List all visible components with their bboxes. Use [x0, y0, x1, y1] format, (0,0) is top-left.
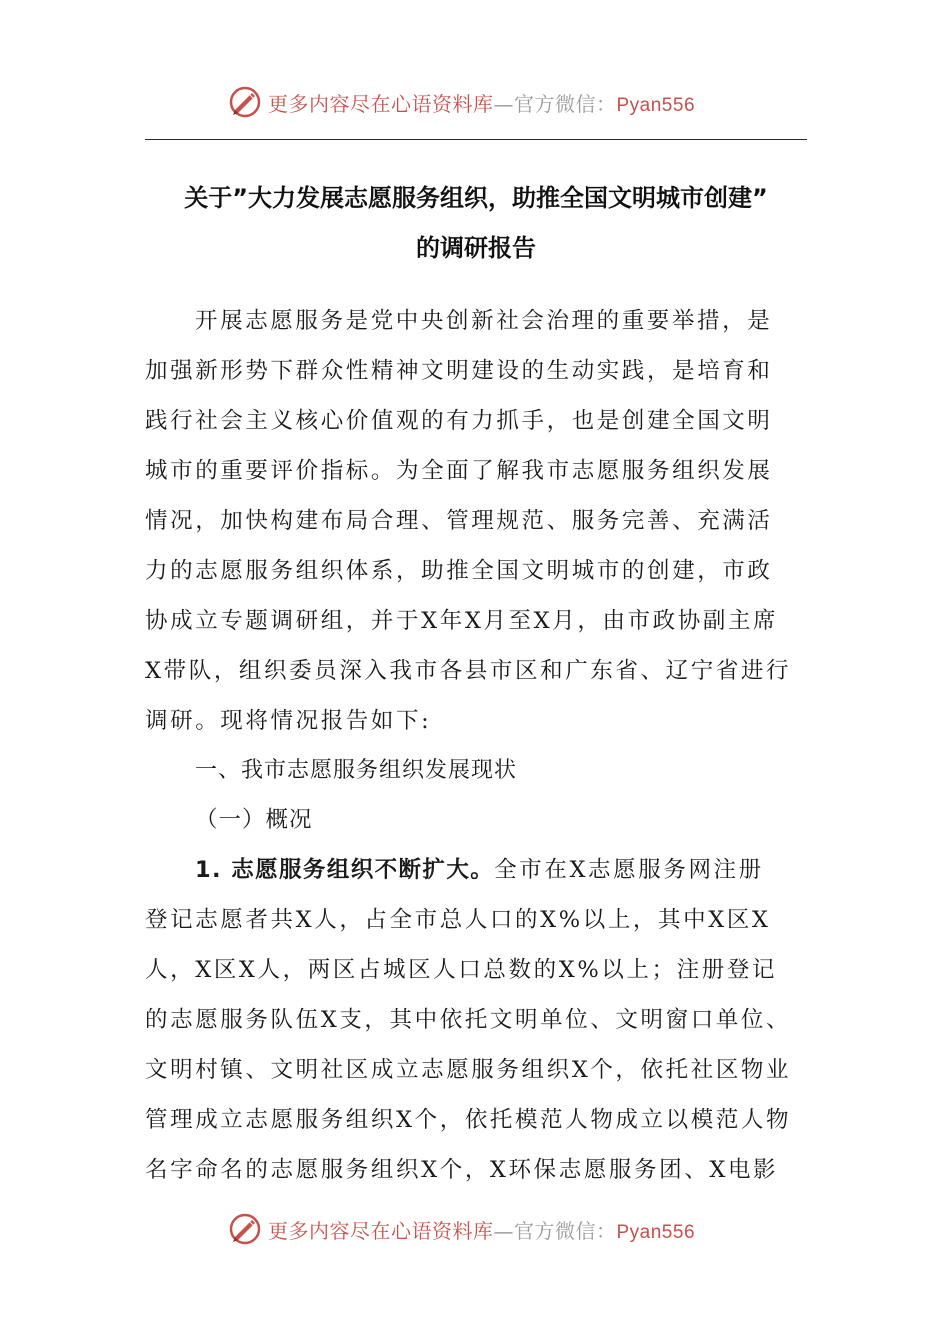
header-divider [145, 139, 807, 140]
watermark-label: 官方微信： [514, 91, 617, 116]
watermark-brand: 更多内容尽在心语资料库 [268, 91, 494, 116]
watermark-separator: — [493, 1218, 514, 1243]
body-line: 的志愿服务队伍X支，其中依托文明单位、文明窗口单位、 [145, 1007, 792, 1033]
pen-logo-icon [228, 1212, 262, 1246]
body-line: 文明村镇、文明社区成立志愿服务组织X个，依托社区物业 [145, 1057, 792, 1083]
body-line: 力的志愿服务组织体系，助推全国文明城市的创建，市政 [145, 558, 773, 584]
watermark-label: 官方微信： [514, 1218, 617, 1243]
body-line: 协成立专题调研组，并于X年X月至X月，由市政协副主席 [145, 608, 779, 634]
body-line: 情况，加快构建布局合理、管理规范、服务完善、充满活 [145, 508, 773, 534]
body-line: 践行社会主义核心价值观的有力抓手，也是创建全国文明 [145, 408, 773, 434]
subsection-heading: （一）概况 [195, 807, 313, 833]
pen-logo-icon [228, 85, 262, 119]
body-line: 开展志愿服务是党中央创新社会治理的重要举措，是 [195, 308, 773, 334]
watermark-separator: — [493, 91, 514, 116]
item-lead-text: 全市在X志愿服务网注册 [494, 857, 764, 883]
body-line: 登记志愿者共X人，占全市总人口的X%以上，其中X区X [145, 907, 771, 933]
header-watermark [0, 82, 950, 122]
watermark-wechat-id: Pyan556 [616, 1221, 696, 1243]
body-line: 名字命名的志愿服务组织X个，X环保志愿服务团、X电影 [145, 1157, 779, 1183]
item-heading-bold: 1. 志愿服务组织不断扩大。 [195, 857, 495, 883]
body-line: 管理成立志愿服务组织X个，依托模范人物成立以模范人物 [145, 1107, 792, 1133]
section-heading: 一、我市志愿服务组织发展现状 [195, 758, 518, 783]
body-line: 城市的重要评价指标。为全面了解我市志愿服务组织发展 [145, 458, 773, 484]
footer-watermark [0, 1209, 950, 1249]
body-line: 加强新形势下群众性精神文明建设的生动实践，是培育和 [145, 358, 773, 384]
body-line: 调研。现将情况报告如下: [145, 708, 432, 734]
body-line: X带队，组织委员深入我市各县市区和广东省、辽宁省进行 [145, 658, 792, 684]
watermark-wechat-id: Pyan556 [616, 94, 696, 116]
document-title-line-2: 的调研报告 [416, 234, 536, 262]
watermark-brand: 更多内容尽在心语资料库 [268, 1218, 494, 1243]
document-title-line-1: 关于”大力发展志愿服务组织，助推全国文明城市创建” [184, 184, 768, 212]
body-line: 人，X区X人，两区占城区人口总数的X%以上；注册登记 [145, 957, 778, 983]
body-line-lead [195, 855, 807, 885]
